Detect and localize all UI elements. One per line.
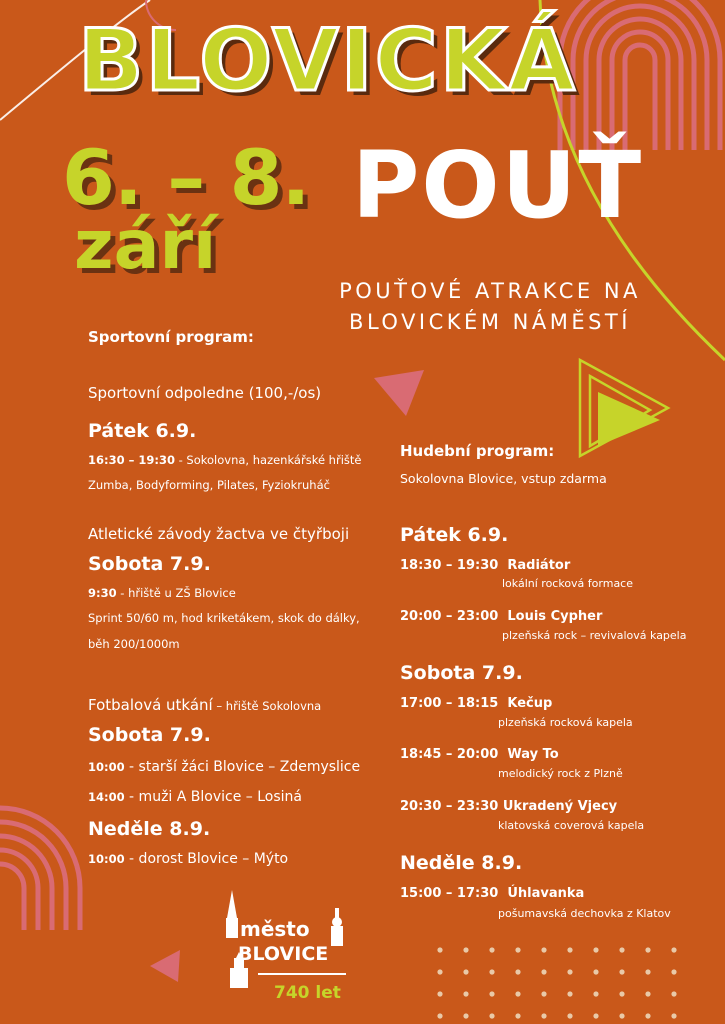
decor-dot xyxy=(515,1013,520,1018)
decor-dot xyxy=(437,947,442,952)
football-place: – hřiště Sokolovna xyxy=(212,699,322,713)
decor-dot xyxy=(463,1013,468,1018)
decor-dot xyxy=(541,947,546,952)
decor-dot xyxy=(463,947,468,952)
decor-dot xyxy=(671,969,676,974)
subtitle-line1: POUŤOVÉ ATRAKCE NA xyxy=(339,279,641,303)
decor-dot xyxy=(515,969,520,974)
act-time xyxy=(400,609,602,624)
decor-dot xyxy=(437,969,442,974)
decor-dot xyxy=(645,1013,650,1018)
decor-dot xyxy=(645,991,650,996)
act-name: Louis Cypher xyxy=(507,609,603,624)
decor-dot xyxy=(437,991,442,996)
decor-dot xyxy=(593,1013,598,1018)
decor-dot xyxy=(645,969,650,974)
act-time-range: 15:00 – 17:30 xyxy=(400,886,499,901)
decor-dot xyxy=(593,969,598,974)
football-match3-time: 10:00 xyxy=(88,852,125,866)
football-match3-text: - dorost Blovice – Mýto xyxy=(124,851,289,867)
decor-dot xyxy=(515,947,520,952)
decor-dot xyxy=(593,947,598,952)
sport-afternoon-activities: Zumba, Bodyforming, Pilates, Fyziokruháč xyxy=(88,478,330,492)
sport-afternoon-schedule xyxy=(88,453,361,467)
act-time xyxy=(400,886,584,901)
decor-dot xyxy=(489,991,494,996)
football-day2: Neděle 8.9. xyxy=(88,818,211,840)
act-desc: klatovská coverová kapela xyxy=(498,819,645,832)
town-logo xyxy=(218,888,358,1008)
act-name: Úhlavanka xyxy=(507,886,585,901)
subtitle xyxy=(300,276,680,338)
athletics-time: 9:30 xyxy=(88,586,117,600)
athletics-schedule xyxy=(88,586,236,600)
event-dates: 6. – 8. xyxy=(62,133,310,222)
football-title: Fotbalová utkání xyxy=(88,696,213,714)
decor-dot xyxy=(567,1013,572,1018)
football-title-row xyxy=(88,695,321,714)
poster-title: BLOVICKÁ xyxy=(78,11,577,111)
poster-title-pout: POUŤ xyxy=(352,132,644,239)
logo-line2: BLOVICE xyxy=(238,943,329,965)
decor-dot xyxy=(567,947,572,952)
decor-dot xyxy=(671,1013,676,1018)
act-time xyxy=(400,558,570,573)
athletics-events-line2: běh 200/1000m xyxy=(88,637,180,651)
sport-afternoon-time: 16:30 – 19:30 xyxy=(88,453,175,467)
decor-dot xyxy=(619,947,624,952)
act-name: Radiátor xyxy=(507,558,571,573)
athletics-title: Atletické závody žactva ve čtyřboji xyxy=(88,525,350,543)
football-match3 xyxy=(88,851,288,867)
act-time-range: 20:30 – 23:30 xyxy=(400,799,499,814)
decor-dot xyxy=(567,969,572,974)
decor-dot xyxy=(463,991,468,996)
sport-heading: Sportovní program: xyxy=(88,328,254,346)
football-match2-text: - muži A Blovice – Losiná xyxy=(124,789,302,805)
decor-dot xyxy=(671,991,676,996)
decor-dot xyxy=(437,1013,442,1018)
decor-dot xyxy=(541,1013,546,1018)
act-name: Way To xyxy=(507,747,559,762)
act-time xyxy=(400,799,617,814)
music-venue: Sokolovna Blovice, vstup zdarma xyxy=(400,471,607,486)
sport-afternoon-place: - Sokolovna, hazenkářské hřiště xyxy=(174,453,362,467)
football-match2-time: 14:00 xyxy=(88,790,125,804)
act-time-range: 18:45 – 20:00 xyxy=(400,747,499,762)
music-day-sunday: Neděle 8.9. xyxy=(400,852,523,874)
music-day-saturday: Sobota 7.9. xyxy=(400,662,523,684)
sport-afternoon-title: Sportovní odpoledne (100,-/os) xyxy=(88,384,322,402)
decor-dot xyxy=(541,969,546,974)
act-time xyxy=(400,747,559,762)
act-desc: lokální rocková formace xyxy=(502,577,634,590)
football-match1-text: - starší žáci Blovice – Zdemyslice xyxy=(124,759,361,775)
decor-dot xyxy=(541,991,546,996)
subtitle-line2: BLOVICKÉM NÁMĚSTÍ xyxy=(349,310,631,334)
decor-dot xyxy=(593,991,598,996)
athletics-place: - hřiště u ZŠ Blovice xyxy=(116,586,236,600)
decor-dot xyxy=(619,969,624,974)
act-time-range: 18:30 – 19:30 xyxy=(400,558,499,573)
act-name: Ukradený Vjecy xyxy=(502,799,618,814)
music-heading: Hudební program: xyxy=(400,442,555,460)
decor-dot xyxy=(619,991,624,996)
act-desc: melodický rock z Plzně xyxy=(498,767,623,780)
act-time-range: 17:00 – 18:15 xyxy=(400,696,499,711)
act-desc: pošumavská dechovka z Klatov xyxy=(498,907,671,920)
athletics-day: Sobota 7.9. xyxy=(88,553,211,575)
decor-dot xyxy=(489,969,494,974)
decor-dot xyxy=(567,991,572,996)
football-match2 xyxy=(88,789,302,805)
act-desc: plzeňská rock – revivalová kapela xyxy=(502,629,687,642)
decor-dot xyxy=(515,991,520,996)
sport-afternoon-day: Pátek 6.9. xyxy=(88,420,197,442)
logo-years: 740 let xyxy=(274,983,341,1003)
athletics-events-line1: Sprint 50/60 m, hod kriketákem, skok do dálky, xyxy=(88,611,360,625)
music-day-friday: Pátek 6.9. xyxy=(400,524,509,546)
decor-dot xyxy=(489,947,494,952)
football-match1 xyxy=(88,759,360,775)
football-day1: Sobota 7.9. xyxy=(88,724,211,746)
logo-line1: město xyxy=(240,917,310,941)
decor-dot xyxy=(619,1013,624,1018)
act-name: Kečup xyxy=(507,696,553,711)
decor-dot xyxy=(645,947,650,952)
decor-dot xyxy=(463,969,468,974)
act-time-range: 20:00 – 23:00 xyxy=(400,609,499,624)
decor-dot xyxy=(671,947,676,952)
act-desc: plzeňská rocková kapela xyxy=(498,716,633,729)
event-month: září xyxy=(74,206,217,285)
football-match1-time: 10:00 xyxy=(88,760,125,774)
decor-dot xyxy=(489,1013,494,1018)
act-time xyxy=(400,696,552,711)
